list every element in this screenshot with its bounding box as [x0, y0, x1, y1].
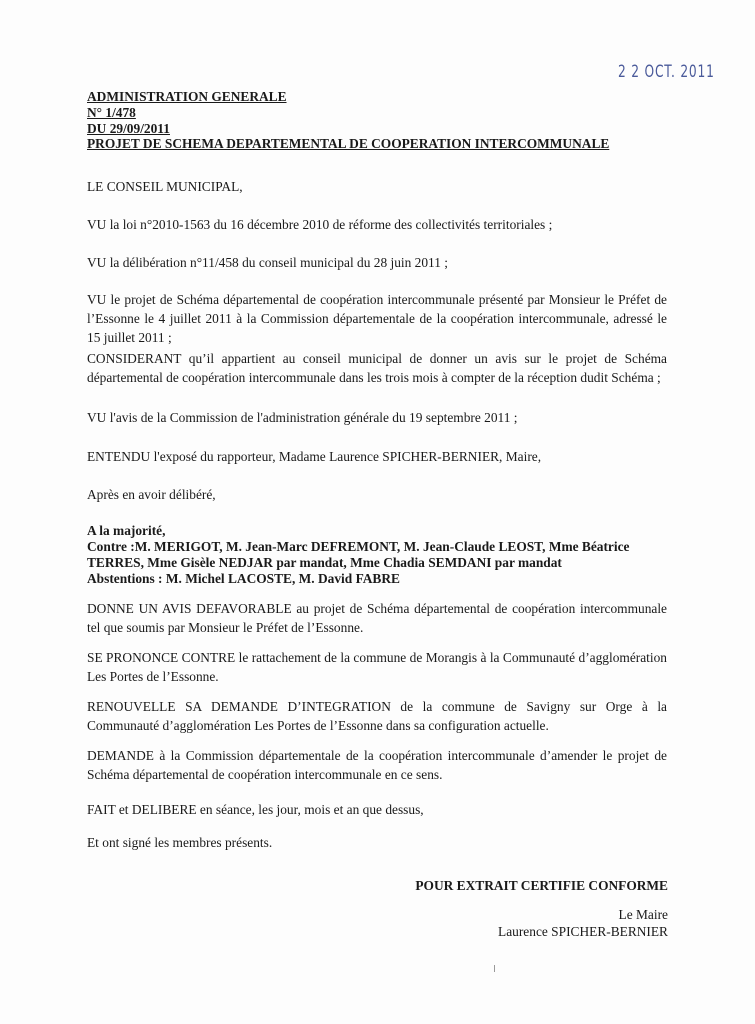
scan-mark — [494, 965, 495, 972]
deliberation-subject: PROJET DE SCHEMA DEPARTEMENTAL DE COOPERATION INTERCOMMUNALE — [87, 136, 610, 151]
decision-prononce-contre: SE PRONONCE CONTRE le rattachement de la commune de Morangis à la Communauté d’agglomération Les Portes de l’Essonne. — [87, 650, 667, 684]
deliberation-number: N° 1/478 — [87, 105, 136, 120]
ont-signe: Et ont signé les membres présents. — [87, 835, 273, 850]
vu-projet: VU le projet de Schéma départemental de coopération intercommunale présenté par Monsieur le Préfet de l’Essonne le 4 juillet 2011 à la Commission départementale de la coopération intercommunale, adressé le 15 juillet 2011 ; — [87, 292, 667, 345]
intro-line: LE CONSEIL MUNICIPAL, — [87, 179, 243, 194]
certification-label: POUR EXTRAIT CERTIFIE CONFORME — [415, 878, 668, 893]
service-heading: ADMINISTRATION GENERALE — [87, 89, 287, 104]
signatory-role: Le Maire — [618, 907, 668, 922]
vote-contre-line-2: TERRES, Mme Gisèle NEDJAR par mandat, Mme Chadia SEMDANI par mandat — [87, 555, 562, 570]
vote-contre-line-1: Contre :M. MERIGOT, M. Jean-Marc DEFREMONT, M. Jean-Claude LEOST, Mme Béatrice — [87, 539, 630, 554]
decision-demande: DEMANDE à la Commission départementale de la coopération intercommunale d’amender le projet de Schéma départemental de coopération intercommunale en ce sens. — [87, 748, 667, 782]
considerant: CONSIDERANT qu’il appartient au conseil municipal de donner un avis sur le projet de Schéma départemental de coopération intercommunale dans les trois mois à compter de la réception dudit Schéma ; — [87, 351, 667, 385]
decision-renouvelle: RENOUVELLE SA DEMANDE D’INTEGRATION de la commune de Savigny sur Orge à la Communauté d’agglomération Les Portes de l’Essonne dans sa configuration actuelle. — [87, 699, 667, 733]
entendu: ENTENDU l'exposé du rapporteur, Madame Laurence SPICHER-BERNIER, Maire, — [87, 449, 542, 464]
decision-avis-defavorable: DONNE UN AVIS DEFAVORABLE au projet de Schéma départemental de coopération intercommunale tel que soumis par Monsieur le Préfet de l’Essonne. — [87, 601, 667, 635]
vu-avis: VU l'avis de la Commission de l'administration générale du 19 septembre 2011 ; — [87, 410, 518, 425]
vote-majority: A la majorité, — [87, 523, 166, 538]
vu-deliberation: VU la délibération n°11/458 du conseil municipal du 28 juin 2011 ; — [87, 255, 449, 270]
vote-abstentions: Abstentions : M. Michel LACOSTE, M. David FABRE — [87, 571, 400, 586]
fait-et-delibere: FAIT et DELIBERE en séance, les jour, mois et an que dessus, — [87, 802, 424, 817]
received-date-stamp: 2 2 OCT. 2011 — [618, 62, 715, 82]
vu-loi: VU la loi n°2010-1563 du 16 décembre 2010 de réforme des collectivités territoriales ; — [87, 217, 553, 232]
signatory-name: Laurence SPICHER-BERNIER — [498, 924, 668, 939]
apres-deliberation: Après en avoir délibéré, — [87, 487, 216, 502]
deliberation-date: DU 29/09/2011 — [87, 121, 170, 136]
